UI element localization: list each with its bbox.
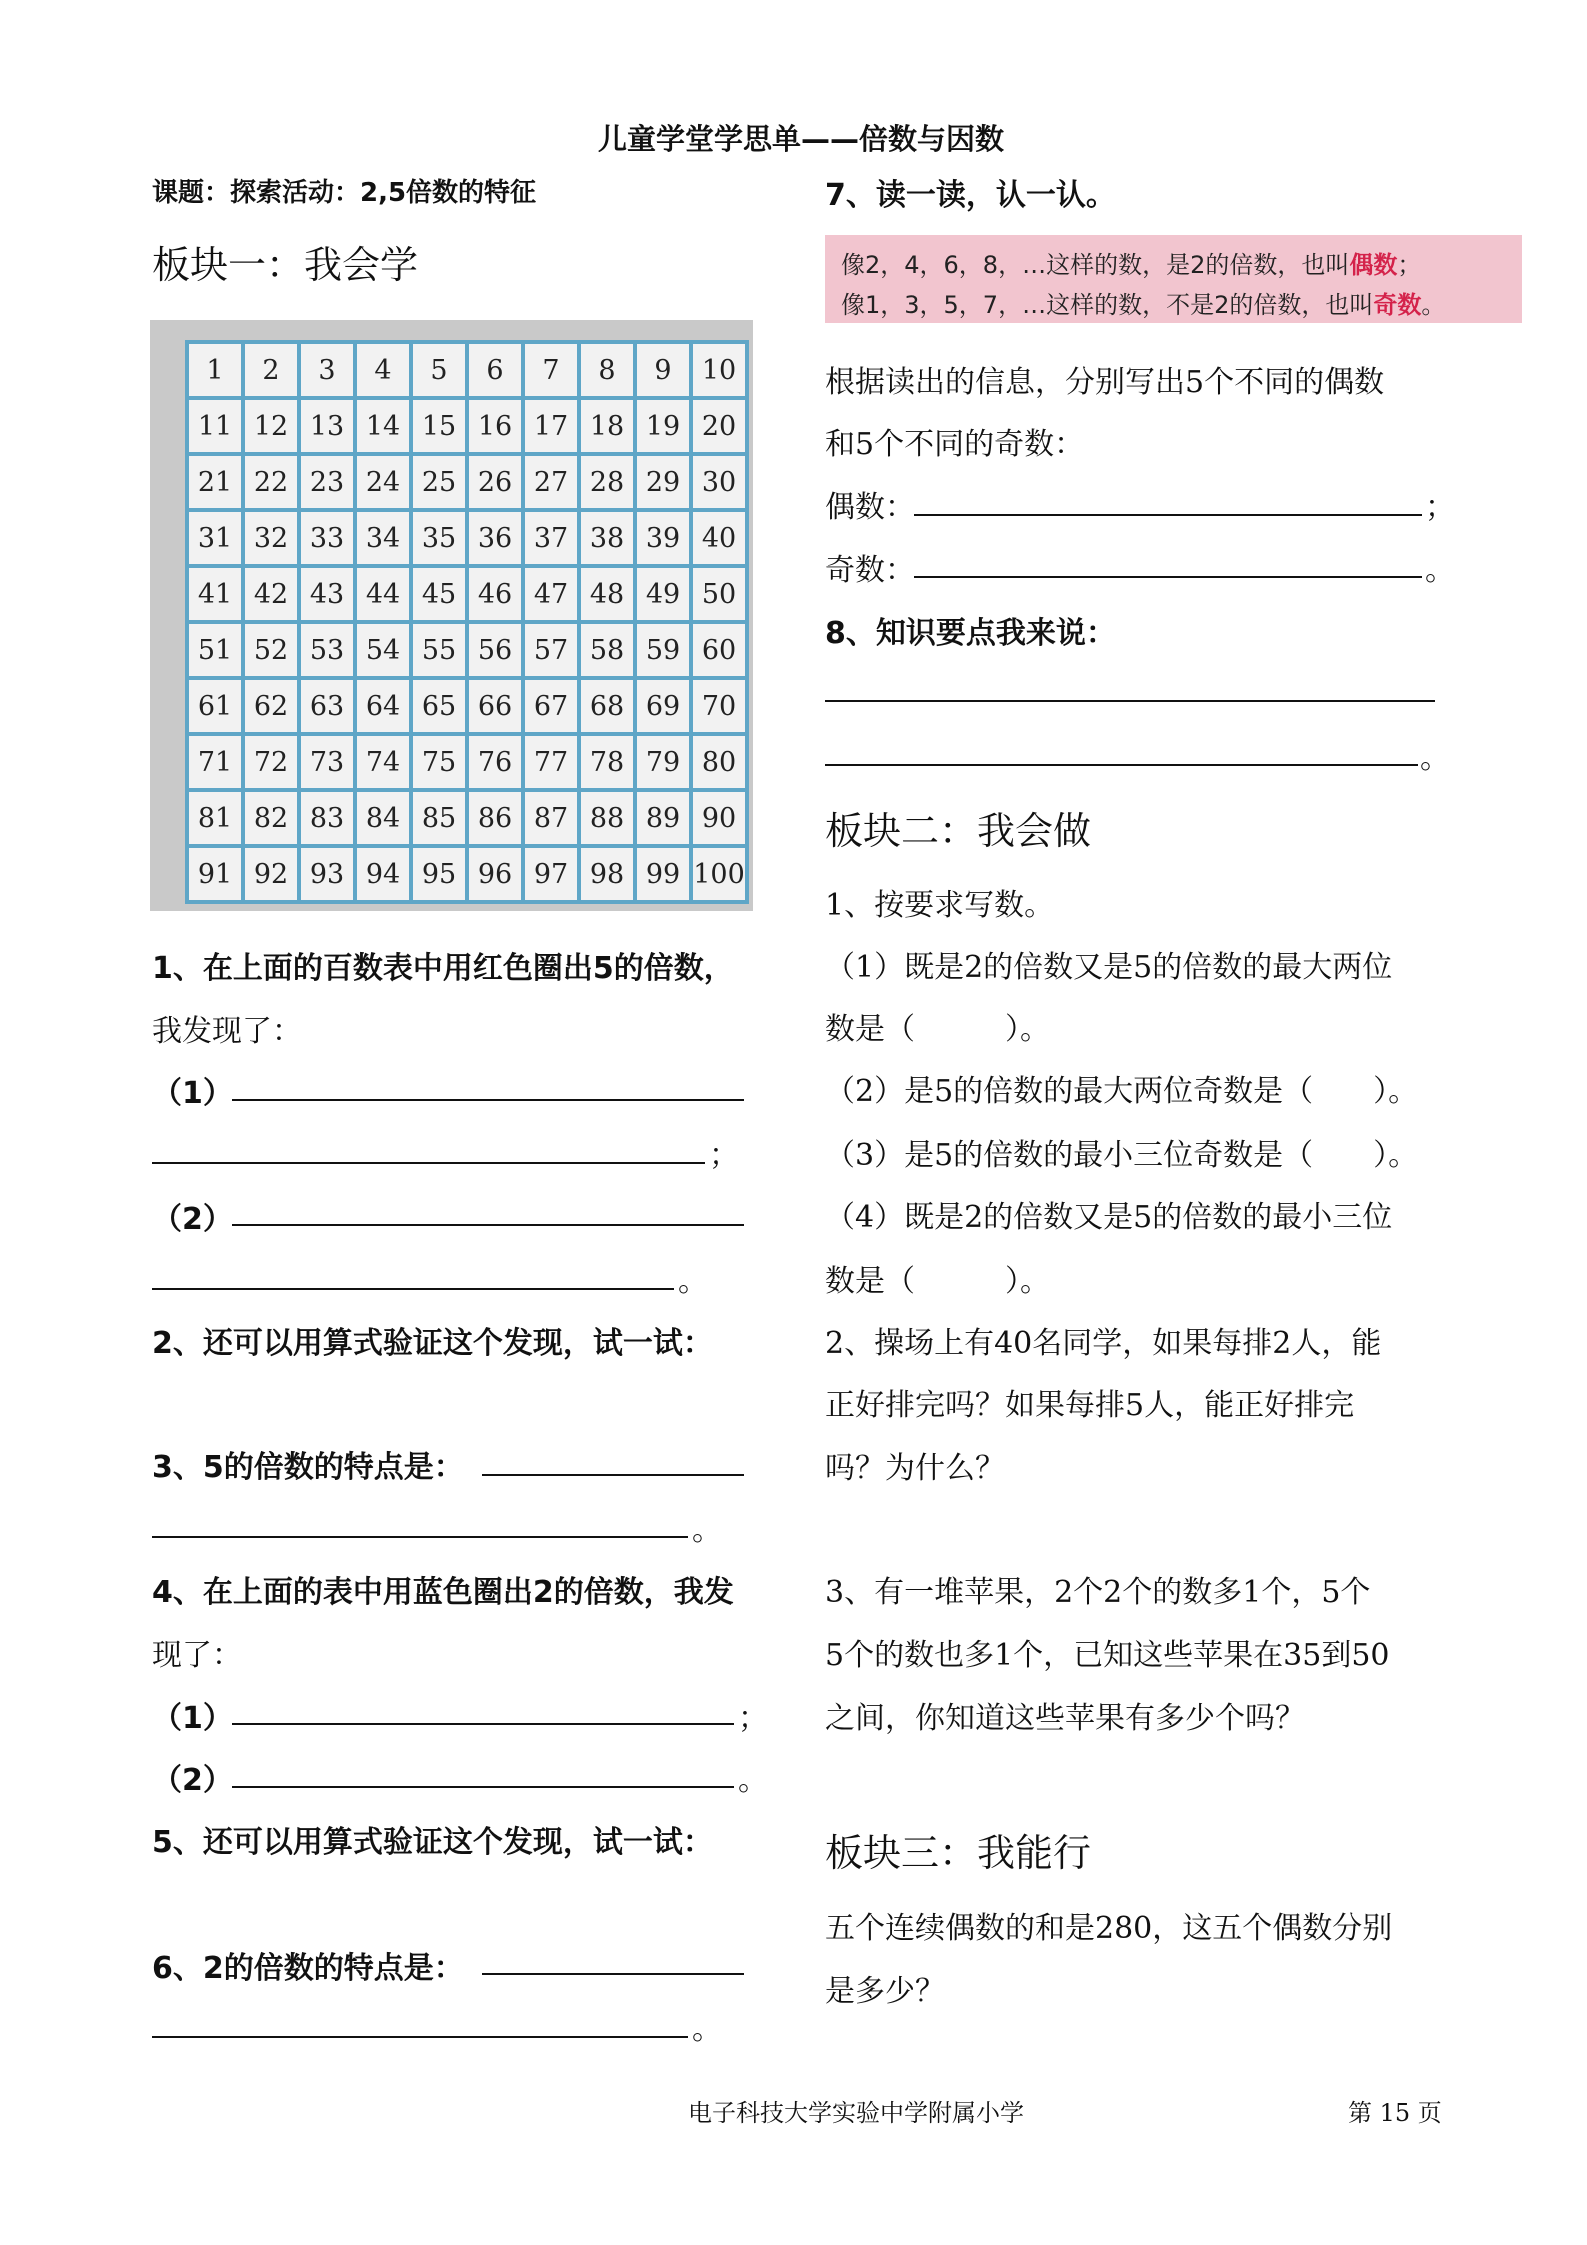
- section-3-heading: 板块三：我能行: [825, 1831, 1092, 1875]
- definition-banner: [825, 235, 1522, 323]
- hundred-grid-row: [187, 566, 747, 622]
- hundred-grid-cell[interactable]: 70: [691, 678, 747, 734]
- answer-blank[interactable]: [825, 700, 1435, 702]
- section-3-question-line-1: 五个连续偶数的和是280，这五个偶数分别: [825, 1911, 1393, 1946]
- page-number: 第 15 页: [1348, 2099, 1442, 2127]
- hundred-grid-cell[interactable]: 18: [579, 398, 635, 454]
- hundred-grid-cell[interactable]: 47: [523, 566, 579, 622]
- hundred-grid-cell[interactable]: 60: [691, 622, 747, 678]
- semicolon: ；: [1425, 490, 1455, 525]
- period: 。: [738, 1763, 768, 1798]
- hundred-grid-cell[interactable]: 39: [635, 510, 691, 566]
- hundred-grid-cell[interactable]: 83: [299, 790, 355, 846]
- hundred-grid-row: [187, 846, 747, 902]
- hundred-grid-cell[interactable]: 29: [635, 454, 691, 510]
- section-2-question-1-1a: （1）既是2的倍数又是5的倍数的最大两位: [825, 950, 1393, 985]
- hundred-grid-cell[interactable]: 41: [187, 566, 243, 622]
- hundred-grid-cell[interactable]: 62: [243, 678, 299, 734]
- hundred-grid-cell[interactable]: 54: [355, 622, 411, 678]
- section-2-question-1-4b: 数是（ ）。: [825, 1264, 1050, 1299]
- page-title: 儿童学堂学思单——倍数与因数: [598, 122, 1005, 156]
- section-2-question-1-4a: （4）既是2的倍数又是5的倍数的最小三位: [825, 1200, 1393, 1235]
- hundred-grid-row: [187, 734, 747, 790]
- hundred-grid-cell[interactable]: 74: [355, 734, 411, 790]
- hundred-grid-cell[interactable]: 48: [579, 566, 635, 622]
- question-5: 5、还可以用算式验证这个发现，试一试：: [152, 1825, 713, 1860]
- hundred-grid-cell[interactable]: 75: [411, 734, 467, 790]
- hundred-grid-cell[interactable]: 27: [523, 454, 579, 510]
- hundred-grid-cell[interactable]: 12: [243, 398, 299, 454]
- hundred-grid-cell[interactable]: 37: [523, 510, 579, 566]
- hundred-grid-cell[interactable]: 58: [579, 622, 635, 678]
- hundred-grid-cell[interactable]: 43: [299, 566, 355, 622]
- answer-blank[interactable]: [152, 1536, 688, 1538]
- hundred-grid-cell[interactable]: 7: [523, 342, 579, 398]
- hundred-grid-cell[interactable]: 16: [467, 398, 523, 454]
- hundred-grid-cell[interactable]: 63: [299, 678, 355, 734]
- hundred-grid-cell[interactable]: 65: [411, 678, 467, 734]
- hundred-grid-cell[interactable]: 17: [523, 398, 579, 454]
- section-2-question-1-3: （3）是5的倍数的最小三位奇数是（ ）。: [825, 1138, 1419, 1173]
- hundred-grid-cell[interactable]: 85: [411, 790, 467, 846]
- question-1-line-2: 我发现了：: [152, 1014, 302, 1049]
- section-2-question-3-line-1: 3、有一堆苹果，2个2个的数多1个，5个: [825, 1575, 1371, 1610]
- hundred-grid-cell[interactable]: 5: [411, 342, 467, 398]
- section-2-question-1: 1、按要求写数。: [825, 888, 1055, 923]
- hundred-grid-cell[interactable]: 92: [243, 846, 299, 902]
- section-2-question-2-line-2: 正好排完吗？如果每排5人，能正好排完: [825, 1388, 1355, 1423]
- hundred-grid-cell[interactable]: 44: [355, 566, 411, 622]
- question-4-item-1-label: （1）: [152, 1701, 233, 1736]
- hundred-grid-cell[interactable]: 76: [467, 734, 523, 790]
- hundred-grid-cell[interactable]: 19: [635, 398, 691, 454]
- semicolon: ；: [709, 1138, 739, 1173]
- question-2: 2、还可以用算式验证这个发现，试一试：: [152, 1326, 713, 1361]
- even-term: 偶数: [1349, 251, 1398, 279]
- hundred-grid-cell[interactable]: 15: [411, 398, 467, 454]
- hundred-grid-cell[interactable]: 28: [579, 454, 635, 510]
- hundred-grid-cell[interactable]: 40: [691, 510, 747, 566]
- hundred-grid: [185, 340, 749, 904]
- hundred-grid-cell[interactable]: 64: [355, 678, 411, 734]
- hundred-grid-cell[interactable]: 79: [635, 734, 691, 790]
- hundred-grid-cell[interactable]: 55: [411, 622, 467, 678]
- hundred-grid-cell[interactable]: 53: [299, 622, 355, 678]
- answer-blank[interactable]: [232, 1224, 744, 1226]
- hundred-grid-cell[interactable]: 61: [187, 678, 243, 734]
- question-3: 3、5的倍数的特点是：: [152, 1450, 464, 1485]
- hundred-grid-cell[interactable]: 25: [411, 454, 467, 510]
- section-2-question-1-2: （2）是5的倍数的最大两位奇数是（ ）。: [825, 1074, 1419, 1109]
- hundred-chart-image: [150, 320, 753, 911]
- hundred-grid-cell[interactable]: 34: [355, 510, 411, 566]
- hundred-grid-cell[interactable]: 95: [411, 846, 467, 902]
- question-1-item-2-label: （2）: [152, 1202, 233, 1237]
- period: 。: [1420, 741, 1450, 776]
- hundred-grid-cell[interactable]: 88: [579, 790, 635, 846]
- hundred-grid-cell[interactable]: 11: [187, 398, 243, 454]
- hundred-grid-cell[interactable]: 10: [691, 342, 747, 398]
- hundred-grid-cell[interactable]: 84: [355, 790, 411, 846]
- section-2-heading: 板块二：我会做: [825, 809, 1092, 853]
- hundred-grid-cell[interactable]: 73: [299, 734, 355, 790]
- question-8: 8、知识要点我来说：: [825, 616, 1116, 651]
- hundred-grid-cell[interactable]: 1: [187, 342, 243, 398]
- even-answer-blank[interactable]: [914, 514, 1422, 516]
- hundred-grid-cell[interactable]: 80: [691, 734, 747, 790]
- definition-even: 像2，4，6，8，…这样的数，是2的倍数，也叫偶数；: [841, 251, 1422, 279]
- hundred-grid-row: [187, 678, 747, 734]
- hundred-grid-cell[interactable]: 36: [467, 510, 523, 566]
- info-line-2: 和5个不同的奇数：: [825, 427, 1085, 462]
- hundred-grid-cell[interactable]: 94: [355, 846, 411, 902]
- answer-blank[interactable]: [482, 1474, 744, 1476]
- hundred-grid-cell[interactable]: 2: [243, 342, 299, 398]
- hundred-grid-cell[interactable]: 78: [579, 734, 635, 790]
- answer-blank[interactable]: [152, 1162, 705, 1164]
- answer-blank[interactable]: [482, 1973, 744, 1975]
- hundred-grid-cell[interactable]: 67: [523, 678, 579, 734]
- hundred-grid-cell[interactable]: 68: [579, 678, 635, 734]
- hundred-grid-cell[interactable]: 13: [299, 398, 355, 454]
- semicolon: ；: [738, 1701, 768, 1736]
- section-2-question-3-line-3: 之间，你知道这些苹果有多少个吗？: [825, 1701, 1305, 1736]
- hundred-grid-cell[interactable]: 23: [299, 454, 355, 510]
- hundred-grid-cell[interactable]: 81: [187, 790, 243, 846]
- hundred-grid-cell[interactable]: 32: [243, 510, 299, 566]
- section-2-question-3-line-2: 5个的数也多1个，已知这些苹果在35到50: [825, 1638, 1390, 1673]
- hundred-grid-cell[interactable]: 91: [187, 846, 243, 902]
- hundred-grid-row: [187, 510, 747, 566]
- hundred-grid-cell[interactable]: 77: [523, 734, 579, 790]
- hundred-grid-cell[interactable]: 6: [467, 342, 523, 398]
- section-1-heading: 板块一：我会学: [152, 243, 419, 287]
- hundred-grid-cell[interactable]: 35: [411, 510, 467, 566]
- answer-blank[interactable]: [152, 1288, 674, 1290]
- hundred-grid-cell[interactable]: 24: [355, 454, 411, 510]
- footer-school: 电子科技大学实验中学附属小学: [688, 2099, 1024, 2127]
- period: 。: [692, 2012, 722, 2047]
- answer-blank[interactable]: [232, 1786, 734, 1788]
- question-1-line-1: 1、在上面的百数表中用红色圈出5的倍数，: [152, 951, 734, 986]
- hundred-grid-cell[interactable]: 97: [523, 846, 579, 902]
- hundred-grid-cell[interactable]: 99: [635, 846, 691, 902]
- hundred-grid-cell[interactable]: 26: [467, 454, 523, 510]
- hundred-grid-cell[interactable]: 59: [635, 622, 691, 678]
- hundred-grid-cell[interactable]: 31: [187, 510, 243, 566]
- hundred-grid-cell[interactable]: 52: [243, 622, 299, 678]
- answer-blank[interactable]: [232, 1723, 734, 1725]
- period: 。: [692, 1513, 722, 1548]
- odd-answer-blank[interactable]: [914, 576, 1422, 578]
- hundred-grid-row: [187, 454, 747, 510]
- hundred-grid-cell[interactable]: 22: [243, 454, 299, 510]
- hundred-grid-cell[interactable]: 30: [691, 454, 747, 510]
- hundred-grid-cell[interactable]: 100: [691, 846, 747, 902]
- hundred-grid-row: [187, 622, 747, 678]
- question-4-line-1: 4、在上面的表中用蓝色圈出2的倍数，我发: [152, 1575, 734, 1610]
- hundred-grid-cell[interactable]: 14: [355, 398, 411, 454]
- section-2-question-1-1b: 数是（ ）。: [825, 1012, 1050, 1047]
- hundred-grid-cell[interactable]: 3: [299, 342, 355, 398]
- hundred-grid-cell[interactable]: 86: [467, 790, 523, 846]
- period: 。: [1425, 553, 1455, 588]
- odd-term: 奇数: [1373, 291, 1422, 319]
- hundred-grid-cell[interactable]: 45: [411, 566, 467, 622]
- question-4-line-2: 现了：: [152, 1638, 242, 1673]
- even-label: 偶数：: [825, 490, 915, 525]
- hundred-grid-row: [187, 790, 747, 846]
- hundred-grid-cell[interactable]: 89: [635, 790, 691, 846]
- hundred-grid-cell[interactable]: 69: [635, 678, 691, 734]
- question-1-item-1-label: （1）: [152, 1076, 233, 1111]
- hundred-grid-cell[interactable]: 33: [299, 510, 355, 566]
- hundred-grid-cell[interactable]: 50: [691, 566, 747, 622]
- hundred-grid-cell[interactable]: 21: [187, 454, 243, 510]
- question-7: 7、读一读，认一认。: [825, 178, 1116, 213]
- definition-odd: 像1，3，5，7，…这样的数，不是2的倍数，也叫奇数。: [841, 291, 1446, 319]
- info-line-1: 根据读出的信息，分别写出5个不同的偶数: [825, 365, 1385, 400]
- question-4-item-2-label: （2）: [152, 1763, 233, 1798]
- hundred-grid-cell[interactable]: 57: [523, 622, 579, 678]
- hundred-grid-cell[interactable]: 87: [523, 790, 579, 846]
- answer-blank[interactable]: [152, 2036, 688, 2038]
- hundred-grid-cell[interactable]: 90: [691, 790, 747, 846]
- odd-label: 奇数：: [825, 553, 915, 588]
- hundred-grid-cell[interactable]: 8: [579, 342, 635, 398]
- section-3-question-line-2: 是多少？: [825, 1974, 945, 2009]
- hundred-grid-cell[interactable]: 71: [187, 734, 243, 790]
- section-2-question-2-line-1: 2、操场上有40名同学，如果每排2人，能: [825, 1326, 1382, 1361]
- hundred-grid-cell[interactable]: 42: [243, 566, 299, 622]
- hundred-grid-cell[interactable]: 51: [187, 622, 243, 678]
- hundred-grid-cell[interactable]: 9: [635, 342, 691, 398]
- answer-blank[interactable]: [825, 764, 1418, 766]
- answer-blank[interactable]: [232, 1099, 744, 1101]
- hundred-grid-cell[interactable]: 72: [243, 734, 299, 790]
- hundred-grid-cell[interactable]: 93: [299, 846, 355, 902]
- hundred-grid-cell[interactable]: 56: [467, 622, 523, 678]
- hundred-grid-cell[interactable]: 82: [243, 790, 299, 846]
- hundred-grid-cell[interactable]: 38: [579, 510, 635, 566]
- hundred-grid-cell[interactable]: 20: [691, 398, 747, 454]
- period: 。: [678, 1264, 708, 1299]
- hundred-grid-cell[interactable]: 98: [579, 846, 635, 902]
- lesson-topic: 课题：探索活动：2,5倍数的特征: [152, 178, 537, 208]
- hundred-grid-cell[interactable]: 66: [467, 678, 523, 734]
- hundred-grid-cell[interactable]: 49: [635, 566, 691, 622]
- hundred-grid-row: [187, 398, 747, 454]
- hundred-grid-cell[interactable]: 4: [355, 342, 411, 398]
- question-6: 6、2的倍数的特点是：: [152, 1951, 464, 1986]
- hundred-grid-cell[interactable]: 96: [467, 846, 523, 902]
- hundred-grid-cell[interactable]: 46: [467, 566, 523, 622]
- hundred-grid-row: [187, 342, 747, 398]
- section-2-question-2-line-3: 吗？为什么？: [825, 1451, 1005, 1486]
